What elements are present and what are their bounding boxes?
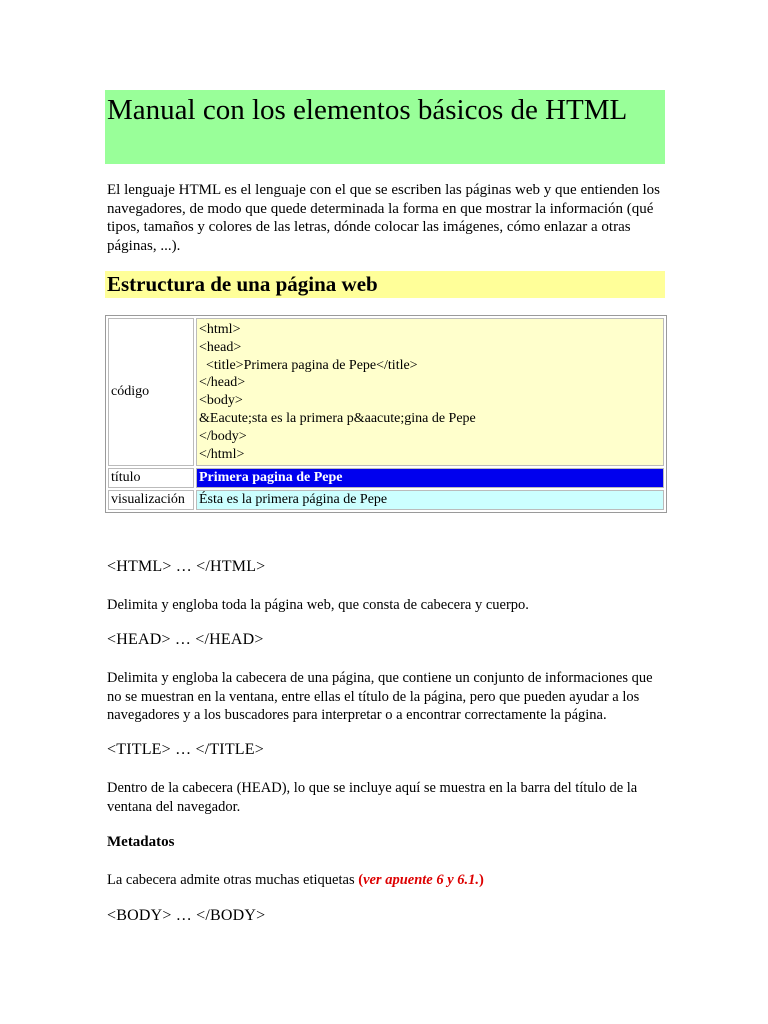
code-block [196,318,664,466]
code-line: <head> [199,339,242,355]
code-line: </body> [199,428,247,444]
page-title: Manual con los elementos básicos de HTML [105,90,665,164]
render-row [108,490,664,510]
document-page [105,90,665,513]
code-line: <title>Primera pagina de Pepe</title> [199,357,418,373]
title-tag-description: Dentro de la cabecera (HEAD), lo que se incluye aquí se muestra en la barra del título de la ventana del navegador. [107,780,638,815]
ref-paren-open: ( [358,872,364,888]
code-line: <html> [199,322,241,337]
intro-paragraph: El lenguaje HTML es el lenguaje con el que se escriben las páginas web y que entienden los navegadores, de modo que quede determinada la forma en que mostrar la información (qué tipos, tamaños y colores de las letras, dónde colocar las imágenes, cómo enlazar a otras páginas, ...). [107,182,661,254]
code-line: &Eacute;sta es la primera p&aacute;gina de Pepe [199,410,476,426]
metadata-description [107,871,667,890]
title-tag-heading: <TITLE> … </TITLE> [107,741,264,758]
ref-paren-close: ) [479,872,484,888]
title-label: título [108,468,194,488]
reference-link[interactable]: ver apuente 6 y 6.1. [363,872,480,888]
title-value: Primera pagina de Pepe [196,468,664,488]
code-row [108,318,664,466]
code-line: <body> [199,393,243,409]
code-label: código [108,318,194,466]
html-tag-description: Delimita y engloba toda la página web, que consta de cabecera y cuerpo. [107,597,529,613]
example-table [105,315,667,513]
section-title: Estructura de una página web [105,271,665,298]
code-line: </head> [199,375,246,391]
render-value: Ésta es la primera página de Pepe [196,490,664,510]
html-tag-heading: <HTML> … </HTML> [107,558,266,575]
metadata-heading: Metadatos [107,834,175,850]
body-tag-heading: <BODY> … </BODY> [107,907,266,924]
title-row [108,468,664,488]
head-tag-heading: <HEAD> … </HEAD> [107,631,264,648]
render-label: visualización [108,490,194,510]
metadata-text: La cabecera admite otras muchas etiquetas [107,872,359,888]
head-tag-description: Delimita y engloba la cabecera de una página, que contiene un conjunto de informaciones que no se muestran en la ventana, entre ellas el título de la página, pero que pueden ayudar a los navegadores y a los buscadores para interpretar o a encontrar correctamente la página. [107,670,653,723]
code-line: </html> [199,446,245,462]
